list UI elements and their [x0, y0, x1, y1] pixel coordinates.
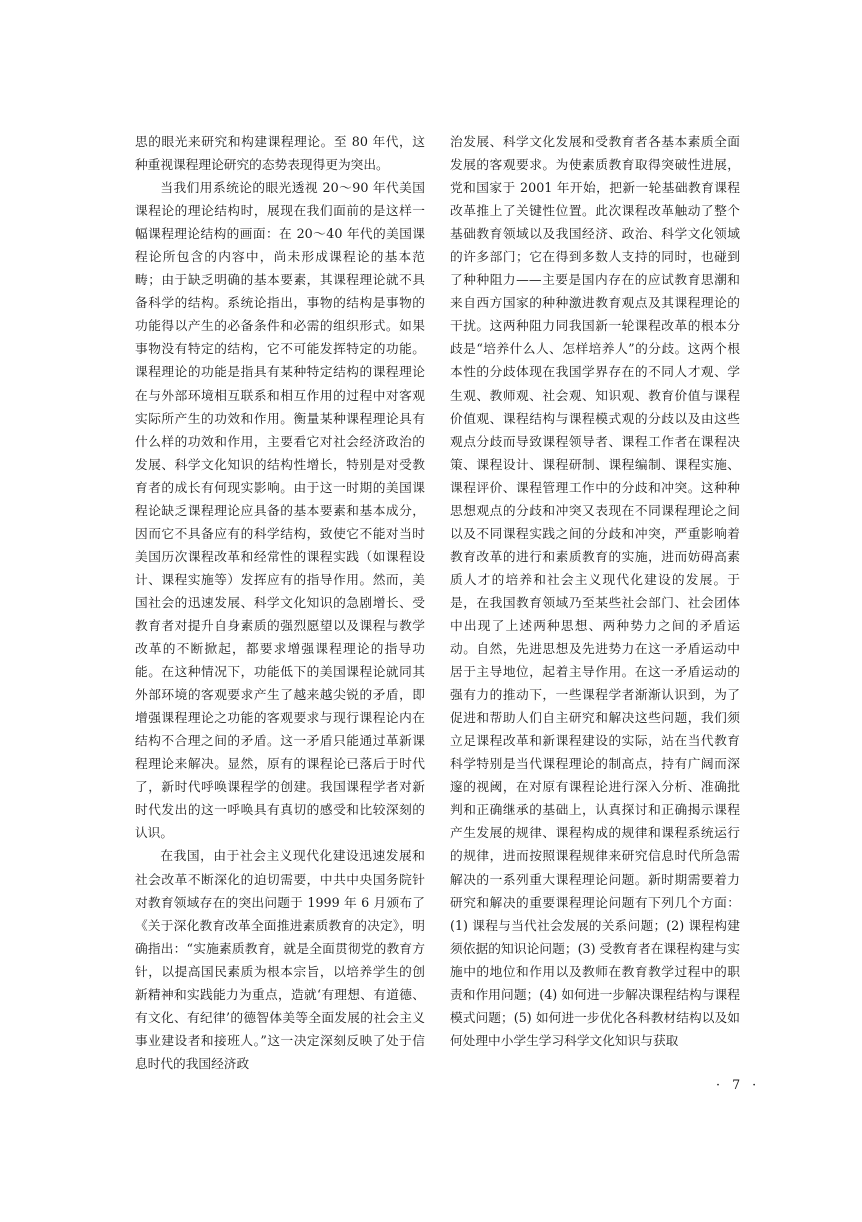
paragraph-continuation: 思的眼光来研究和构建课程理论。至 80 年代，这种重视课程理论研究的态势表现得更为突出。 [135, 134, 425, 173]
right-text-column [450, 130, 740, 1052]
left-text-column [135, 130, 425, 1075]
paragraph-curriculum-issues: 治发展、科学文化发展和受教育者各基本素质全面发展的客观要求。为使素质教育取得突破性进展，党和国家于 2001 年开始，把新一轮基础教育课程改革推上了关键性位置。此次课程改革触动了整个基础教育领域以及我国经济、政治、科学文化领域的许多部门；它在得到多数人支持的同时，也碰到了种种阻力——主要是国内存在的应试教育思潮和来自西方国家的种种激进教育观点及其课程理论的干扰。这两种阻力同我国新一轮课程改革的根本分歧是“培养什么人、怎样培养人”的分歧。这两个根本性的分歧体现在我国学界存在的不同人才观、学生观、教师观、社会观、知识观、教育价值与课程价值观、课程结构与课程模式观的分歧以及由这些观点分歧而导致课程领导者、课程工作者在课程决策、课程设计、课程研制、课程编制、课程实施、课程评价、课程管理工作中的分歧和冲突。这种种思想观点的分歧和冲突又表现在不同课程理论之间以及不同课程实践之间的分歧和冲突，严重影响着教育改革的进行和素质教育的实施，进而妨碍高素质人才的培养和社会主义现代化建设的发展。于是，在我国教育领域乃至某些社会部门、社会团体中出现了上述两种思想、两种势力之间的矛盾运动。自然，先进思想及先进势力在这一矛盾运动中居于主导地位，起着主导作用。在这一矛盾运动的强有力的推动下，一些课程学者渐渐认识到，为了促进和帮助人们自主研究和解决这些问题，我们须立足课程改革和新课程建设的实际，站在当代教育科学特别是当代课程理论的制高点，持有广阔而深邃的视阈，在对原有课程论进行深入分析、准确批判和正确继承的基础上，认真探讨和正确揭示课程产生发展的规律、课程构成的规律和课程系统运行的规律，进而按照课程规律来研究信息时代所急需解决的一系列重大课程理论问题。新时期需要着力研究和解决的重要课程理论问题有下列几个方面：(1) 课程与当代社会发展的关系问题；(2) 课程构建须依据的知识论问题；(3) 受教育者在课程构建与实施中的地位和作用以及教师在教育教学过程中的职责和作用问题；(4) 如何进一步解决课程结构与课程模式问题；(5) 如何进一步优化各科教材结构以及如何处理中小学生学习科学文化知识与获取 [450, 134, 740, 1048]
paragraph-systems-theory: 当我们用系统论的眼光透视 20～90 年代美国课程论的理论结构时，展现在我们面前的是这样一幅课程理论结构的画面：在 20～40 年代的美国课程论所包含的内容中，尚未形成课程论的基本范畴；由于缺乏明确的基本要素，其课程理论就不具备科学的结构。系统论指出，事物的结构是事物的功能得以产生的必备条件和必需的组织形式。如果事物没有特定的结构，它不可能发挥特定的功能。课程理论的功能是指具有某种特定结构的课程理论在与外部环境相互联系和相互作用的过程中对客观实际所产生的功效和作用。衡量某种课程理论具有什么样的功效和作用，主要看它对社会经济政治的发展、科学文化知识的结构性增长，特别是对受教育者的成长有何现实影响。由于这一时期的美国课程论缺乏课程理论应具备的基本要素和基本成分，因而它不具备应有的科学结构，致使它不能对当时美国历次课程改革和经常性的课程实践（如课程设计、课程实施等）发挥应有的指导作用。然而，美国社会的迅速发展、科学文化知识的急剧增长、受教育者对提升自身素质的强烈愿望以及课程与教学改革的不断掀起，都要求增强课程理论的指导功能。在这种情况下，功能低下的美国课程论就同其外部环境的客观要求产生了越来越尖锐的矛盾，即增强课程理论之功能的客观要求与现行课程论内在结构不合理之间的矛盾。这一矛盾只能通过革新课程理论来解决。显然，原有的课程论已落后于时代了，新时代呼唤课程学的创建。我国课程学者对新时代发出的这一呼唤具有真切的感受和比较深刻的认识。 [135, 180, 425, 841]
paragraph-china-reform: 在我国，由于社会主义现代化建设迅速发展和社会改革不断深化的迫切需要，中共中央国务院针对教育领域存在的突出问题于 1999 年 6 月颁布了《关于深化教育改革全面推进素质教育的决定》，明确指出：“实施素质教育，就是全面贯彻党的教育方针，以提高国民素质为根本宗旨，以培养学生的创新精神和实践能力为重点，造就‘有理想、有道德、有文化、有纪律’的德智体美等全面发展的社会主义事业建设者和接班人。”这一决定深刻反映了处于信息时代的我国经济政 [135, 848, 425, 1071]
page-number: · 7 · [716, 1077, 761, 1092]
